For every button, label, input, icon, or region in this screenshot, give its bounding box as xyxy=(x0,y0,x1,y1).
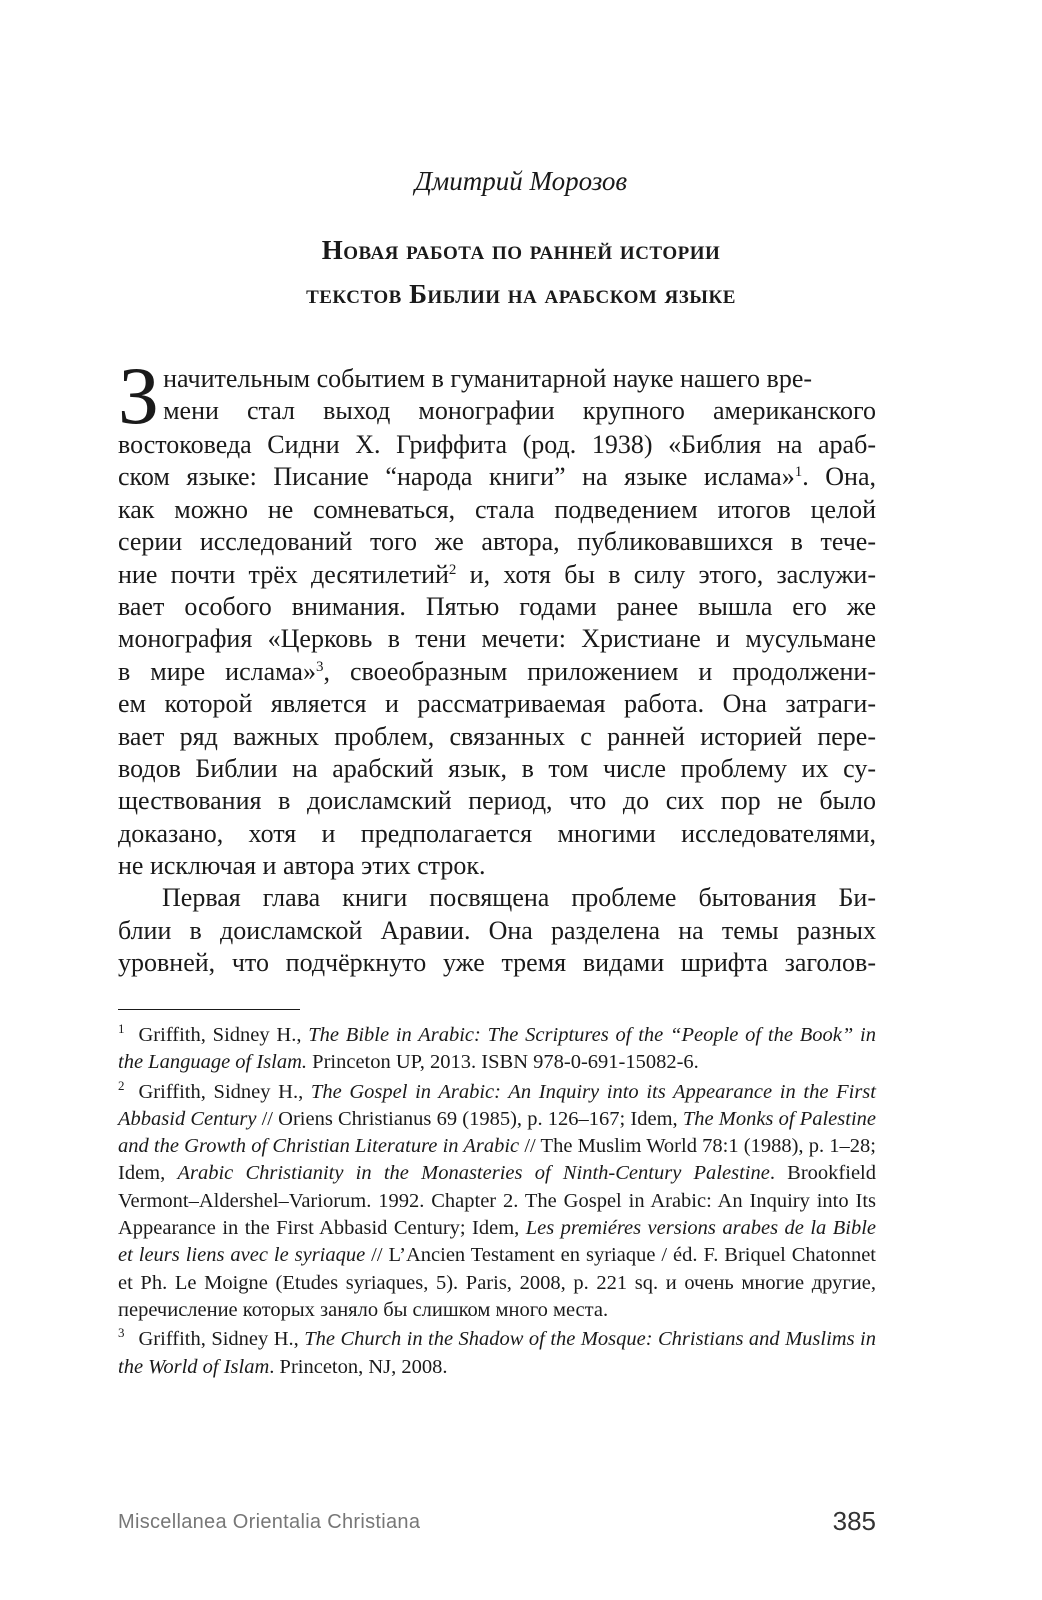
journal-name: Miscellanea Orientalia Christiana xyxy=(118,1511,421,1533)
text-line-content: вает ряд важных проблем, связанных с ранней историей пере- xyxy=(118,721,876,751)
text-line xyxy=(118,461,876,493)
paragraph-2 xyxy=(118,882,876,979)
text-line-content: . Она, xyxy=(802,462,876,492)
text-line-content: Первая глава книги посвящена проблеме бытования Би- xyxy=(162,883,876,913)
text-line xyxy=(163,363,876,395)
paragraph-1 xyxy=(118,350,876,882)
text-line-content: доказано, хотя и предполагается многими исследователями, xyxy=(118,818,876,848)
footnote-2 xyxy=(118,1079,876,1325)
footnote-ref-1: 1 xyxy=(794,464,803,481)
footnote-number: 1 xyxy=(118,1021,125,1036)
article-title-line-2: текстов Библии на арабском языке xyxy=(306,279,736,309)
text-line xyxy=(118,882,876,914)
text-line xyxy=(118,721,876,753)
page-number: 385 xyxy=(832,1506,876,1536)
footnote-italic-title: The Gospel in Arabic: An Inquiry into its Appearance in the First Abbasid Century xyxy=(118,1080,876,1130)
footnote-text: Griffith, Sidney H., xyxy=(138,1080,311,1103)
footnote-ref-2: 2 xyxy=(448,561,457,578)
footnote-text: // The Muslim World 78:1 (1988), p. 1–28; Idem, xyxy=(118,1135,876,1185)
text-line-content: серии исследований того же автора, публиковавшихся в тече- xyxy=(118,527,876,557)
text-line xyxy=(118,688,876,720)
text-line-content: востоковеда Сидни Х. Гриффита (род. 1938) «Библия на араб- xyxy=(118,430,876,459)
text-line-content: начительным событием в гуманитарной науке нашего вре- xyxy=(163,364,813,393)
text-line xyxy=(118,850,876,882)
footnote-3 xyxy=(118,1326,876,1381)
footnote-text: Griffith, Sidney H., xyxy=(138,1328,305,1351)
footnote-italic-title: Les premiéres versions arabes de la Bible et leurs liens avec le syriaque xyxy=(118,1217,876,1267)
text-line xyxy=(118,656,876,688)
text-line xyxy=(118,395,876,427)
text-line-content: , своеобразным приложением и продолжени- xyxy=(323,656,876,686)
text-line xyxy=(118,818,876,850)
text-line xyxy=(118,591,876,623)
footnote-italic-title: The Monks of Palestine and the Growth of Christian Literature in Arabic xyxy=(118,1107,876,1158)
text-line-content: ем которой является и рассматриваемая работа. Она затраги- xyxy=(118,689,876,719)
text-line-content: блии в доисламской Аравии. Она разделена на темы разных xyxy=(118,915,876,945)
author-name: Дмитрий Морозов xyxy=(414,166,628,196)
text-line-content: водов Библии на арабский язык, в том числе проблему их су- xyxy=(118,753,876,783)
footnote-italic-title: The Bible in Arabic: The Scriptures of the “People of the Book” in the Language of Islam. xyxy=(118,1024,876,1074)
footnote-text: . Brookfield Vermont–Aldershel–Variorum. 1992. Chapter 2. The Gospel in Arabic: An Inquiry into Its Appearance in the First Abbasid Century; Idem, xyxy=(118,1162,876,1240)
article-title xyxy=(0,228,1042,316)
footnote-italic-title: The Church in the Shadow of the Mosque: Christians and Muslims in the World of Islam xyxy=(118,1328,876,1378)
text-line-content: как можно не сомневаться, стала подведением итогов целой xyxy=(118,494,876,524)
text-line-content: в мире ислама» xyxy=(118,656,316,686)
text-line xyxy=(118,526,876,558)
text-line-content: ние почти трёх десятилетий xyxy=(118,559,449,589)
footnote-text: . Princeton, NJ, 2008. xyxy=(269,1355,448,1378)
footnote-italic-title: Arabic Christianity in the Monasteries of Ninth-Century Palestine xyxy=(177,1162,770,1185)
body-text xyxy=(118,350,876,980)
text-line xyxy=(118,785,876,817)
text-line xyxy=(118,947,876,979)
article-title-line-1: Новая работа по ранней истории xyxy=(321,235,721,265)
text-line xyxy=(118,623,876,655)
footnote-separator xyxy=(118,1009,300,1010)
text-line xyxy=(118,429,876,461)
footnote-text: // Oriens Christianus 69 (1985), p. 126–167; Idem, xyxy=(256,1107,683,1130)
text-line-content: монография «Церковь в тени мечети: Христиане и мусульмане xyxy=(118,624,876,654)
text-line-content: не исключая и автора этих строк. xyxy=(118,851,486,881)
footnote-ref-3: 3 xyxy=(315,658,324,675)
text-line-content: ществования в доисламский период, что до сих пор не было xyxy=(118,786,876,816)
text-line xyxy=(118,559,876,591)
footnote-text: // L’Ancien Testament en syriaque / éd. F. Briquel Chatonnet et Ph. Le Moigne (Etudes syriaques, 5). Paris, 2008, p. 221 sq. и очень многие другие, перечисление которых заняло бы слишком много места. xyxy=(118,1244,876,1321)
text-line xyxy=(118,753,876,785)
text-line-content: ском языке: Писание “народа книги” на языке ислама» xyxy=(118,462,795,492)
drop-cap: З xyxy=(118,350,160,441)
text-line-content: и, хотя бы в силу этого, заслужи- xyxy=(456,559,876,589)
text-line-content: мени стал выход монографии крупного американского xyxy=(163,396,876,426)
text-line-content: уровней, что подчёркнуто уже тремя видами шрифта заголов- xyxy=(118,948,876,978)
footnote-1 xyxy=(118,1022,876,1077)
footnote-number: 3 xyxy=(118,1325,125,1341)
footnote-text: Griffith, Sidney H., xyxy=(138,1024,309,1046)
text-line xyxy=(118,915,876,947)
footnote-text: Princeton UP, 2013. ISBN 978-0-691-15082-6. xyxy=(307,1051,699,1074)
footnote-number: 2 xyxy=(118,1077,125,1093)
text-line xyxy=(118,494,876,526)
footnotes xyxy=(118,1022,876,1383)
text-line-content: вает особого внимания. Пятью годами ранее вышла его же xyxy=(118,591,876,621)
